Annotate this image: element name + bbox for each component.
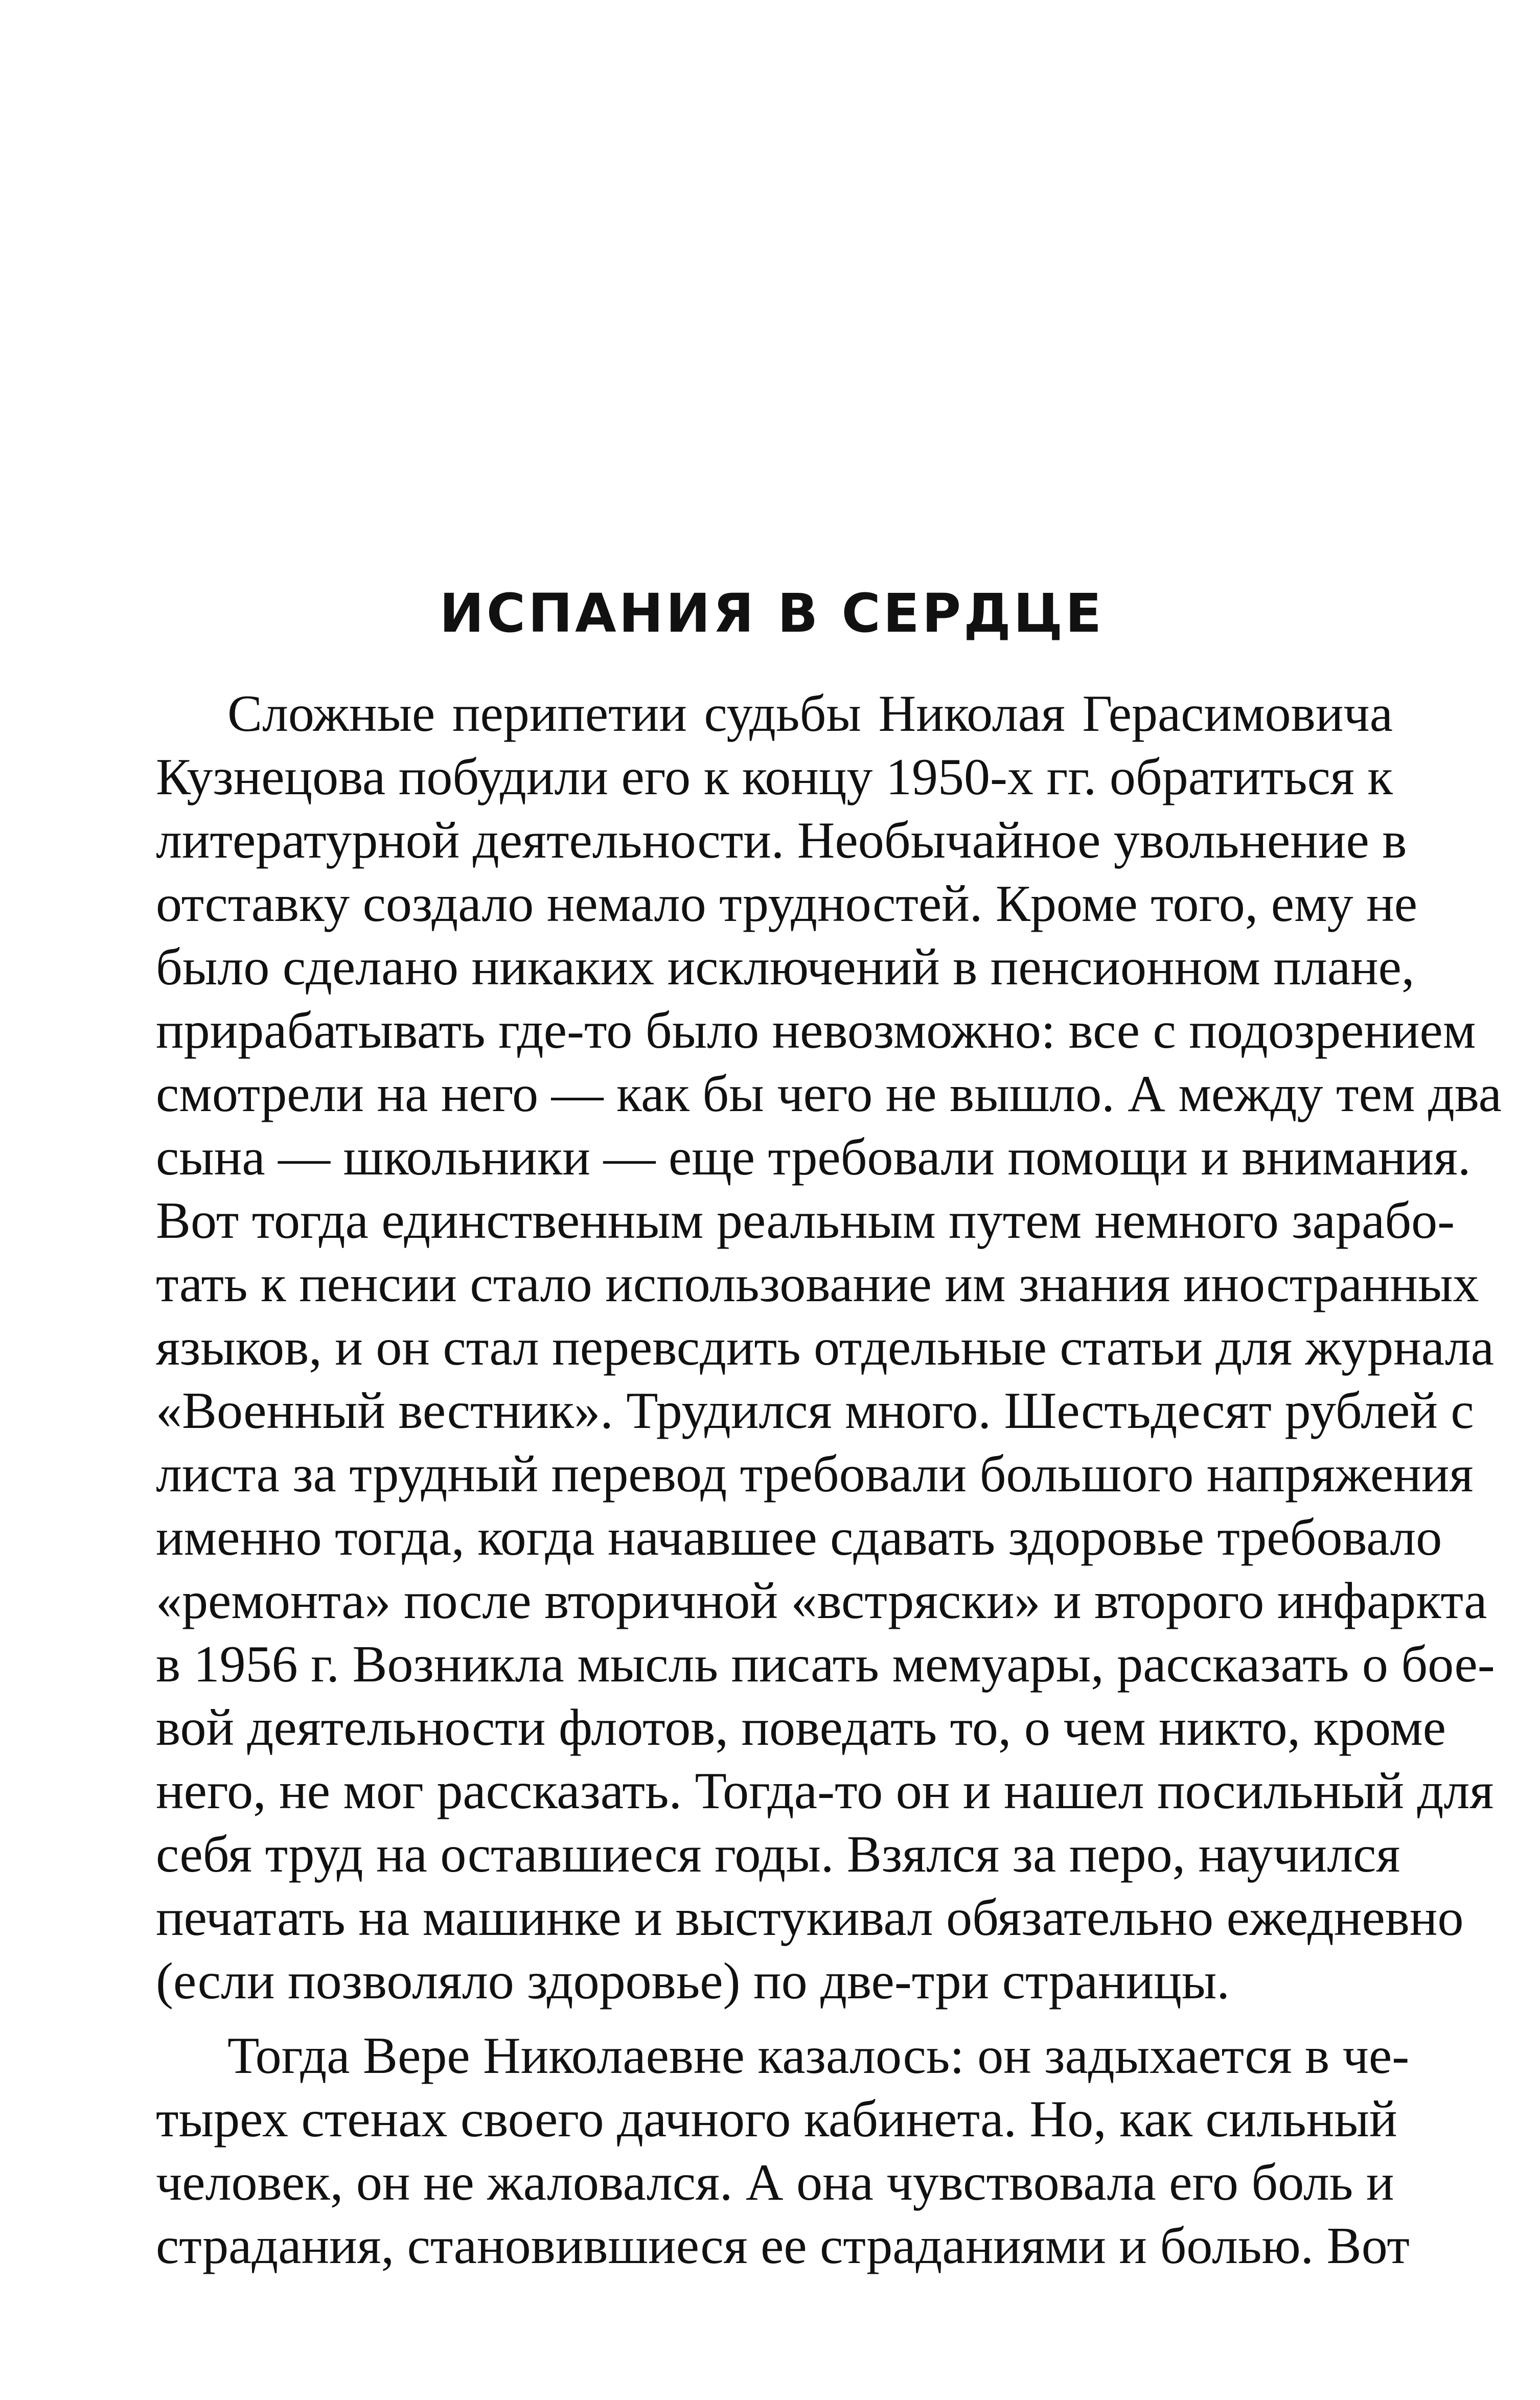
- text-line: отставку создало немало трудностей. Кроме того, ему не: [156, 875, 1417, 933]
- text-line: печатать на машинке и выстукивал обязательно ежедневно: [156, 1889, 1464, 1947]
- text-line: вой деятельности флотов, поведать то, о чем никто, кроме: [156, 1699, 1446, 1757]
- text-line: Сложные перипетии судьбы Николая Герасимовича: [227, 685, 1393, 743]
- text-line: «ремонта» после вторичной «встряски» и второго инфаркта: [156, 1572, 1487, 1630]
- text-line: Вот тогда единственным реальным путем немного зарабо-: [156, 1192, 1455, 1250]
- text-line: себя труд на оставшиеся годы. Взялся за перо, научился: [156, 1826, 1400, 1883]
- text-line: тать к пенсии стало использование им знания иностранных: [156, 1255, 1479, 1313]
- text-line: именно тогда, когда начавшее сдавать здоровье требовало: [156, 1509, 1442, 1566]
- text-line: смотрели на него — как бы чего не вышло. А между тем два: [156, 1065, 1502, 1123]
- text-line: него, не мог рассказать. Тогда-то он и нашел посильный для: [156, 1762, 1494, 1820]
- paragraph-2: [156, 2024, 1410, 2278]
- text-line: было сделано никаких исключений в пенсионном плане,: [156, 938, 1415, 996]
- text-line: тырех стенах своего дачного кабинета. Но, как сильный: [156, 2090, 1397, 2148]
- text-line: «Военный вестник». Трудился много. Шестьдесят рублей с: [156, 1382, 1474, 1440]
- text-line: в 1956 г. Возникла мысль писать мемуары, рассказать о бое-: [156, 1635, 1495, 1693]
- paragraph-1: [156, 682, 1502, 2013]
- text-line: страдания, становившиеся ее страданиями и болью. Вот: [156, 2217, 1410, 2275]
- chapter-title: ИСПАНИЯ В СЕРДЦЕ: [439, 582, 1105, 644]
- text-line: (если позволяло здоровье) по две-три страницы.: [156, 1952, 1230, 2010]
- text-line: Тогда Вере Николаевне казалось: он задыхается в че-: [227, 2027, 1410, 2085]
- body-text: [156, 682, 1502, 2289]
- text-line: языков, и он стал перевсдить отдельные статьи для журнала: [156, 1319, 1495, 1376]
- text-line: литературной деятельности. Необычайное увольнение в: [156, 812, 1407, 869]
- text-line: листа за трудный перевод требовали большого напряжения: [156, 1445, 1474, 1503]
- text-line: прирабатывать где-то было невозможно: все с подозрением: [156, 1002, 1476, 1059]
- text-line: человек, он не жаловался. А она чувствовала его боль и: [156, 2154, 1394, 2211]
- text-line: Кузнецова побудили его к концу 1950-х гг. обратиться к: [156, 748, 1393, 806]
- text-line: сына — школьники — еще требовали помощи и внимания.: [156, 1128, 1471, 1186]
